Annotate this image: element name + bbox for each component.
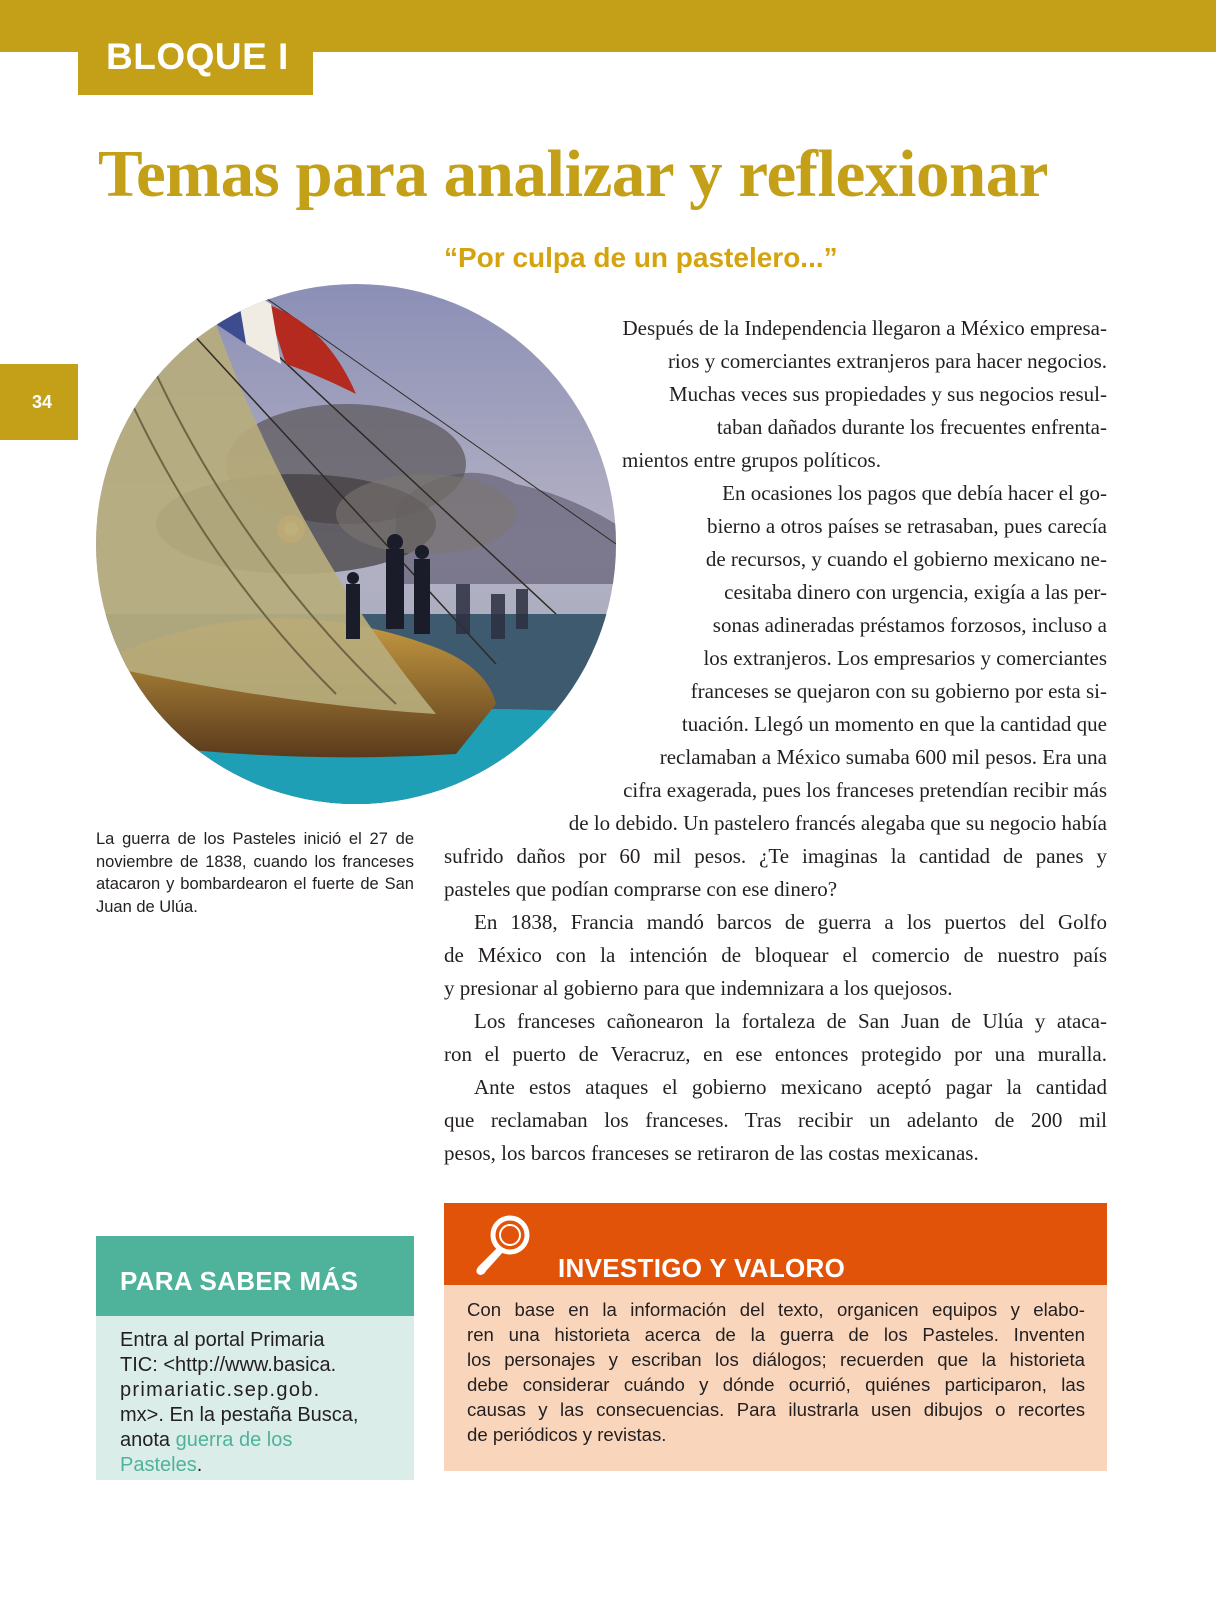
body-line: de recursos, y cuando el gobierno mexicano ne-: [705, 547, 1107, 571]
article-body: [444, 312, 1107, 1170]
body-line: cifra exagerada, pues los franceses pretendían recibir más: [623, 778, 1107, 802]
investigo-line: ren una historieta acerca de la guerra de los Pasteles. Inventen: [467, 1324, 1085, 1345]
saber-text: anota: [120, 1429, 176, 1451]
page-title: Temas para analizar y reflexionar: [98, 137, 1048, 211]
investigo-body: [444, 1285, 1107, 1471]
investigo-heading: INVESTIGO Y VALORO: [558, 1253, 846, 1283]
para-saber-mas-box: [96, 1236, 414, 1480]
body-line: Ante estos ataques el gobierno mexicano aceptó pagar la cantidad: [474, 1075, 1107, 1099]
section-subtitle: “Por culpa de un pastelero...”: [444, 242, 838, 273]
body-line: tuación. Llegó un momento en que la cantidad que: [681, 712, 1107, 736]
saber-line: [120, 1453, 394, 1478]
block-label: BLOQUE I: [78, 0, 313, 95]
body-line: los extranjeros. Los empresarios y comerciantes: [703, 646, 1107, 670]
investigo-header: [444, 1203, 1107, 1285]
body-line: rios y comerciantes extranjeros para hacer negocios.: [667, 349, 1107, 373]
body-line: Los franceses cañonearon la fortaleza de San Juan de Ulúa y ataca-: [474, 1009, 1107, 1033]
body-line: de México con la intención de bloquear el comercio de nuestro país: [444, 943, 1107, 967]
body-line: En ocasiones los pagos que debía hacer el go-: [722, 481, 1107, 505]
para-saber-mas-body: [96, 1316, 414, 1480]
saber-line: primariatic.sep.gob.: [120, 1379, 321, 1401]
investigo-line: los personajes y escriban los diálogos; recuerden que la historieta: [467, 1349, 1085, 1370]
body-line: cesitaba dinero con urgencia, exigía a las per-: [724, 580, 1107, 604]
end-punct: .: [196, 1454, 203, 1476]
body-line: y presionar al gobierno para que indemnizara a los quejosos.: [444, 976, 953, 1000]
saber-line: Entra al portal Primaria: [120, 1329, 325, 1351]
body-line: En 1838, Francia mandó barcos de guerra a los puertos del Golfo: [474, 910, 1107, 934]
saber-line: mx>. En la pestaña Busca,: [120, 1404, 359, 1426]
investigo-line: de periódicos y revistas.: [467, 1424, 667, 1445]
magnifier-icon: [466, 1209, 538, 1281]
investigo-line: causas y las consecuencias. Para ilustrarla usen dibujos o recortes: [467, 1399, 1085, 1420]
investigo-line: debe considerar cuándo y dónde ocurrió, quiénes participaron, las: [467, 1374, 1085, 1395]
body-line: mientos entre grupos políticos.: [622, 448, 881, 472]
para-saber-mas-heading: PARA SABER MÁS: [96, 1236, 414, 1316]
page-number: 34: [0, 364, 78, 440]
investigo-y-valoro-box: [444, 1203, 1107, 1471]
saber-line: TIC: <http://www.basica.: [120, 1354, 337, 1376]
saber-line: [120, 1428, 394, 1453]
body-line: bierno a otros países se retrasaban, pues carecía: [707, 514, 1107, 538]
body-line: sonas adineradas préstamos forzosos, incluso a: [712, 613, 1107, 637]
body-line: pasteles que podían comprarse con ese dinero?: [444, 877, 838, 901]
body-line: reclamaban a México sumaba 600 mil pesos. Era una: [659, 745, 1107, 769]
body-line: taban dañados durante los frecuentes enfrenta-: [716, 415, 1107, 439]
body-line: Después de la Independencia llegaron a México empresa-: [622, 316, 1107, 340]
body-line: de lo debido. Un pastelero francés alegaba que su negocio había: [568, 811, 1107, 835]
body-line: Muchas veces sus propiedades y sus negocios resul-: [669, 382, 1107, 406]
body-line: pesos, los barcos franceses se retiraron de las costas mexicanas.: [444, 1141, 979, 1165]
body-line: sufrido daños por 60 mil pesos. ¿Te imaginas la cantidad de panes y: [444, 844, 1107, 868]
investigo-line: Con base en la información del texto, organicen equipos y elabo-: [467, 1299, 1085, 1320]
body-line: franceses se quejaron con su gobierno por esta si-: [690, 679, 1107, 703]
body-line: que reclamaban los franceses. Tras recibir un adelanto de 200 mil: [444, 1108, 1107, 1132]
body-line: ron el puerto de Veracruz, en ese entonces protegido por una muralla.: [444, 1042, 1107, 1066]
search-term-link-cont[interactable]: Pasteles: [120, 1454, 197, 1476]
search-term-link[interactable]: guerra de los: [175, 1429, 293, 1451]
image-caption: La guerra de los Pasteles inició el 27 de noviembre de 1838, cuando los franceses atacaron y bombardearon el fuerte de San Juan de Ulúa.: [96, 830, 414, 916]
